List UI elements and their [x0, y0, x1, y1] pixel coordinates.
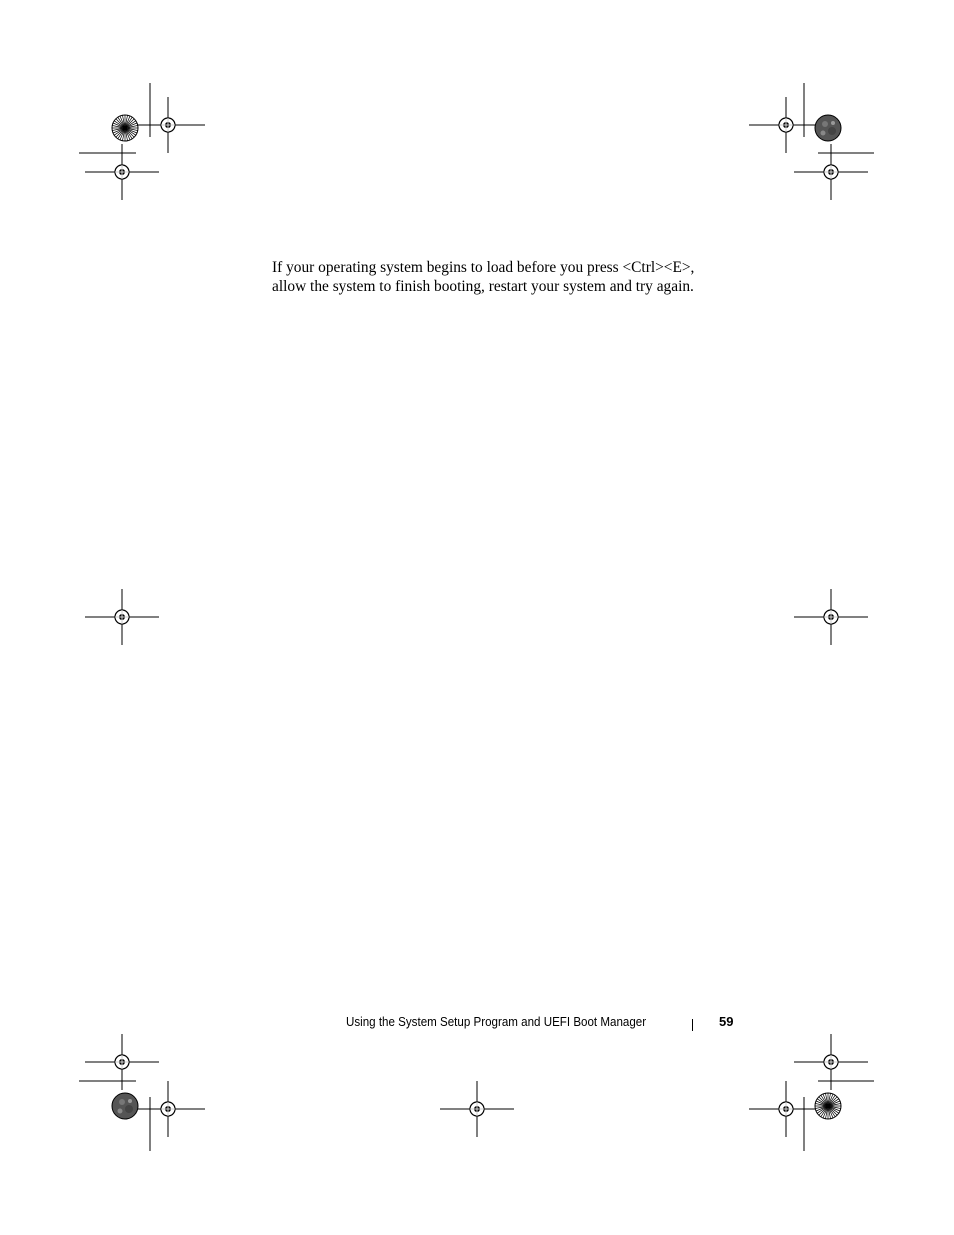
registration-mark-bottom-right [749, 1034, 874, 1151]
registration-mark-bottom-center [440, 1081, 514, 1137]
registration-mark-middle-right [794, 589, 868, 645]
body-line-1: If your operating system begins to load before you press <Ctrl><E>, [272, 259, 695, 276]
registration-mark-top-right [749, 83, 874, 200]
body-paragraph [272, 259, 742, 296]
body-line-2: allow the system to finish booting, restart your system and try again. [272, 277, 694, 295]
footer-chapter-title: Using the System Setup Program and UEFI Boot Manager [346, 1015, 647, 1029]
page-number: 59 [719, 1014, 734, 1029]
footer-separator [692, 1019, 693, 1031]
registration-mark-top-left [79, 83, 205, 200]
registration-mark-middle-left [85, 589, 159, 645]
registration-mark-bottom-left [79, 1034, 205, 1151]
